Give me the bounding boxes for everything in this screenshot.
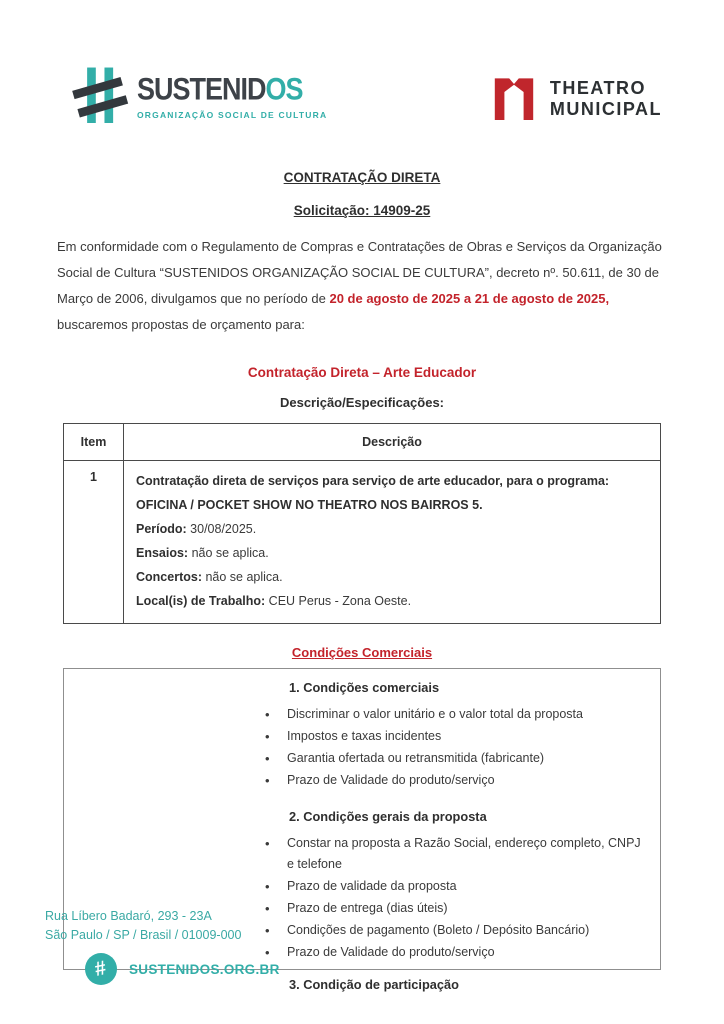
sustenidos-subtitle: ORGANIZAÇÃO SOCIAL DE CULTURA <box>137 110 328 120</box>
condition-section-3-title: 3. Condição de participação <box>289 977 459 992</box>
condition-section-2-list <box>263 833 645 963</box>
condition-item: • Garantia ofertada ou retransmitida (fabricante) <box>263 748 645 769</box>
condition-item: • Impostos e taxas incidentes <box>263 726 645 747</box>
request-number: Solicitação: 14909-25 <box>293 203 431 218</box>
footer-website: SUSTENIDOS.ORG.BR <box>129 961 280 977</box>
hash-circle-icon: # <box>85 953 117 985</box>
condition-item: • Constar na proposta a Razão Social, endereço completo, CNPJ e telefone <box>263 833 645 875</box>
hash-logo-icon <box>75 60 127 139</box>
field-ensaios: Ensaios: não se aplica. <box>136 546 269 560</box>
sustenidos-logo <box>75 60 327 139</box>
spec-table <box>63 423 661 624</box>
condition-item: • Prazo de validade da proposta <box>263 876 645 897</box>
description-intro: Contratação direta de serviços para serviço de arte educador, para o programa: OFICINA / POCKET SHOW NO THEATRO NOS BAIRROS 5. <box>136 474 610 512</box>
footer-brand <box>85 953 280 985</box>
sustenidos-wordmark: SUSTENIDOS <box>137 71 303 107</box>
intro-text-after: buscaremos propostas de orçamento para: <box>57 317 305 332</box>
sustenidos-text <box>137 60 327 120</box>
item-number-cell: 1 <box>64 461 124 624</box>
intro-text-before: Em conformidade com o Regulamento de Compras e Contratações de Obras e Serviços da Organização Social de Cultura “SUSTENIDOS ORGANIZAÇÃO SOCIAL DE CULTURA”, decreto nº. 50.611, de 30 de Março de 2006, divulgamos que no período de <box>57 239 662 306</box>
condition-item: • Discriminar o valor unitário e o valor total da proposta <box>263 704 645 725</box>
page-header <box>0 0 724 140</box>
table-header-description: Descrição <box>124 424 661 461</box>
document-title: CONTRATAÇÃO DIRETA <box>283 170 441 185</box>
condition-item: • Prazo de entrega (dias úteis) <box>263 898 645 919</box>
condition-item: • Prazo de Validade do produto/serviço <box>263 942 645 963</box>
spec-heading: Descrição/Especificações: <box>279 395 445 410</box>
footer-address <box>45 907 241 945</box>
condition-item: • Condições de pagamento (Boleto / Depósito Bancário) <box>263 920 645 941</box>
description-cell <box>124 461 661 624</box>
table-header-row <box>64 424 661 461</box>
condition-section-2-title: 2. Condições gerais da proposta <box>289 809 487 824</box>
condition-section-1-title: 1. Condições comerciais <box>289 680 440 695</box>
field-concertos: Concertos: não se aplica. <box>136 570 283 584</box>
conditions-heading: Condições Comerciais <box>291 645 433 660</box>
date-range: 20 de agosto de 2025 a 21 de agosto de 2025, <box>329 291 610 306</box>
table-header-item: Item <box>64 424 124 461</box>
field-local-trabalho: Local(is) de Trabalho: CEU Perus - Zona Oeste. <box>136 594 412 608</box>
condition-section-1-list <box>263 704 645 791</box>
field-periodo: Período: 30/08/2025. <box>136 522 257 536</box>
intro-paragraph <box>57 234 667 338</box>
theatro-municipal-logo <box>490 70 662 127</box>
arch-icon <box>490 70 538 127</box>
condition-item: • Prazo de Validade do produto/serviço <box>263 770 645 791</box>
section-heading: Contratação Direta – Arte Educador <box>247 365 477 380</box>
table-row <box>64 461 661 624</box>
address-line-1: Rua Líbero Badaró, 293 - 23A <box>45 909 212 923</box>
theatro-wordmark: THEATRO MUNICIPAL <box>549 77 662 119</box>
address-line-2: São Paulo / SP / Brasil / 01009-000 <box>45 928 242 942</box>
